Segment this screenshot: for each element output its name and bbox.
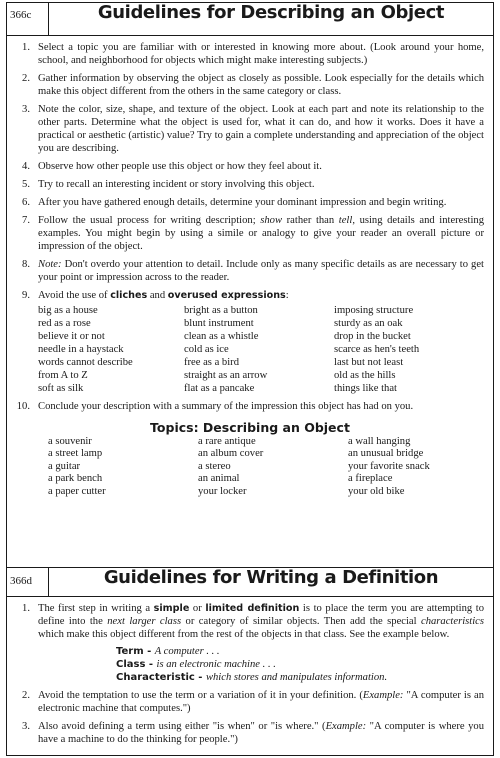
list-item: 9. Avoid the use of cliches and overused expressions: [22,290,289,301]
list-item: 1. The first step in writing a simple or limited definition is to place the term you are attempting to define into the next larger class or category of similar objects. Then add the special characteristics which make this object different from the rest of the objects in that class. See the example below. [22,603,484,640]
cliche-item: blunt instrument [184,318,254,329]
section-header-definition [6,567,494,597]
topics-list [48,436,494,498]
cliche-item: soft as silk [38,383,84,394]
topic-item: your favorite snack [348,460,430,472]
list-item: 6. After you have gathered enough details, determine your dominant impression and begin writing. [22,197,447,208]
worksheet-page [6,2,494,756]
describing-guidelines-list [6,41,494,302]
cliche-item: words cannot describe [38,357,133,368]
section-title: Guidelines for Describing an Object [97,2,445,23]
topic-item: a park bench [48,473,103,485]
section-title: Guidelines for Writing a Definition [103,567,439,588]
list-item: 7. Follow the usual process for writing description; show rather than tell, using details and interesting examples. You might begin by using a simile or analogy to give your reader an overall picture or impression of the object. [22,215,484,252]
cliche-item: believe it or not [38,331,105,342]
definition-line: Term - A computer . . . [116,646,220,657]
definition-guidelines-list [6,602,494,641]
topic-item: a souvenir [48,436,92,447]
topic-item: a paper cutter [48,485,106,497]
cliche-item: things like that [334,383,397,394]
cliche-item: from A to Z [38,370,88,381]
cliche-item: flat as a pancake [184,383,255,394]
section-code: 366c [10,9,32,21]
topic-item: a fireplace [348,473,393,485]
cliche-list [38,304,494,395]
cliche-item: sturdy as an oak [334,318,403,329]
cliche-item: cold as ice [184,344,229,355]
section-code: 366d [10,575,32,587]
topic-item: a wall hanging [348,436,411,447]
definition-guidelines-list-2 [6,689,494,746]
describing-guidelines-list-end [6,400,494,413]
cliche-item: needle in a haystack [38,344,124,355]
list-item: 3. Also avoid defining a term using either "is when" or "is where." (Example: "A computer is where you have a machine to do the thinking for people.") [22,721,484,745]
definition-example [116,645,494,684]
cliche-item: clean as a whistle [184,331,259,342]
list-item: 10. Conclude your description with a summary of the impression this object has had on you. [16,401,414,412]
topic-item: a stereo [198,460,231,472]
list-item: 1. Select a topic you are familiar with or interested in knowing more about. (Look around your home, school, and neighborhood for objects which might make interesting subjects.) [22,42,484,66]
topic-item: an unusual bridge [348,448,424,460]
cliche-item: red as a rose [38,318,91,329]
definition-line: Characteristic - which stores and manipulates information. [116,672,388,683]
cliche-item: drop in the bucket [334,331,411,342]
topic-item: a rare antique [198,436,256,447]
cliche-item: last but not least [334,357,404,368]
cliche-item: scarce as hen's teeth [334,344,420,355]
topics-heading: Topics: Describing an Object [150,420,350,435]
list-item: 2. Gather information by observing the object as closely as possible. Look especially for the details which make this object different from the others in the same category or class. [22,73,484,97]
list-item: 8. Note: Don't overdo your attention to detail. Include only as many specific details as are necessary to get your point or impression across to the reader. [22,259,484,283]
topic-item: an album cover [198,448,264,460]
topic-item: a guitar [48,460,81,472]
topic-item: a street lamp [48,448,103,460]
topic-item: your locker [198,485,247,497]
list-item: 3. Note the color, size, shape, and texture of the object. Look at each part and note its relationship to the other parts. Determine what the object is used for, what it can do, and how it works. Does it have a practical or aesthetic (artistic) value? Try to gain a complete understanding and appreciation of the object you are describing. [22,104,484,154]
topic-item: an animal [198,473,240,485]
cliche-item: big as a house [38,305,98,316]
definition-line: Class - is an electronic machine . . . [116,659,276,670]
topic-item: your old bike [348,485,405,497]
cliche-item: old as the hills [334,370,396,381]
section-header-describing [6,2,494,36]
list-item: 4. Observe how other people use this object or how they feel about it. [22,161,322,172]
cliche-item: bright as a button [184,305,258,316]
cliche-item: straight as an arrow [184,370,268,381]
list-item: 2. Avoid the temptation to use the term or a variation of it in your definition. (Example: "A computer is an electronic machine that computes.") [22,690,484,714]
list-item: 5. Try to recall an interesting incident or story involving this object. [22,179,315,190]
definition-section [6,567,494,746]
cliche-item: free as a bird [184,357,239,368]
cliche-item: imposing structure [334,305,414,316]
